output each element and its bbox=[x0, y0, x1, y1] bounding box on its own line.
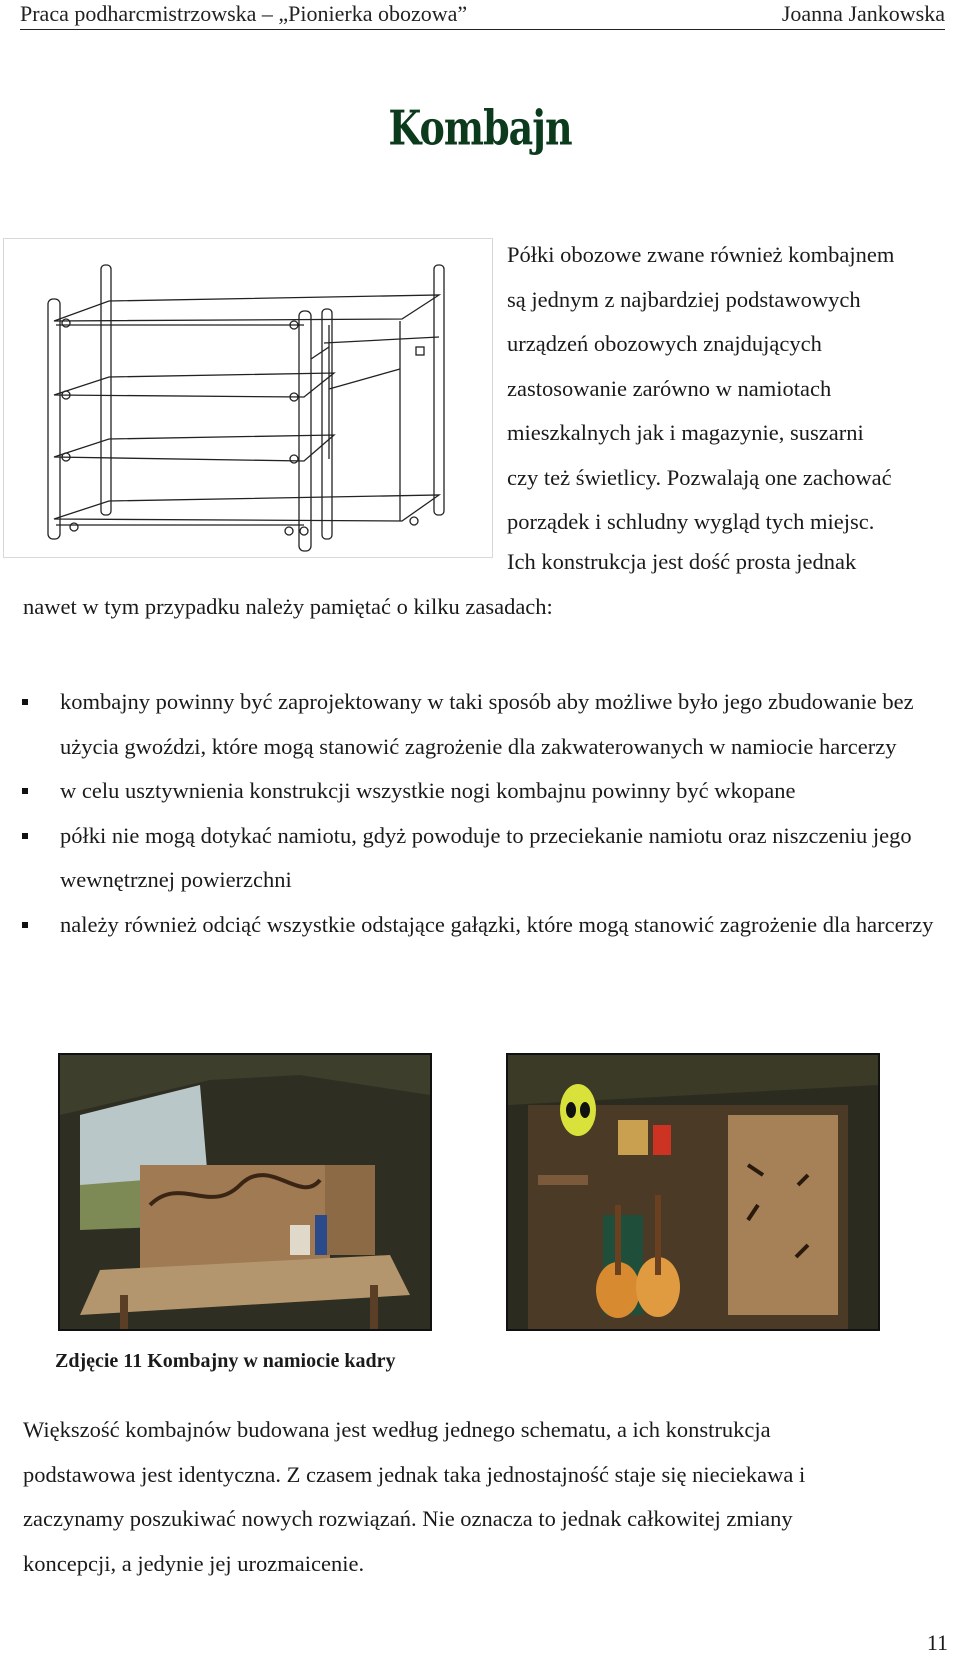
bullet-square-icon bbox=[22, 788, 28, 794]
photo-shelves-guitars bbox=[506, 1053, 880, 1331]
list-item bbox=[22, 769, 942, 814]
header-left-title: Praca podharcmistrzowska – „Pionierka obozowa” bbox=[20, 1, 468, 26]
page-header bbox=[20, 0, 945, 30]
intro-line: czy też świetlicy. Pozwalają one zachować bbox=[507, 464, 892, 490]
intro-paragraph bbox=[507, 233, 952, 545]
list-item bbox=[22, 814, 942, 903]
closing-line: koncepcji, a jedynie jej urozmaicenie. bbox=[23, 1550, 365, 1576]
intro-continuation: nawet w tym przypadku należy pamiętać o kilku zasadach: bbox=[23, 594, 553, 619]
intro-line: mieszkalnych jak i magazynie, suszarni bbox=[507, 420, 864, 445]
bullet-square-icon bbox=[22, 922, 28, 928]
closing-line: podstawowa jest identyczna. Z czasem jednak taka jednostajność staje się nieciekawa i bbox=[23, 1461, 806, 1487]
closing-paragraph bbox=[23, 1408, 943, 1586]
list-item bbox=[22, 680, 942, 769]
intro-line: zastosowanie zarówno w namiotach bbox=[507, 375, 832, 401]
closing-line: zaczynamy poszukiwać nowych rozwiązań. Nie oznacza to jednak całkowitej zmiany bbox=[23, 1506, 793, 1531]
photo-caption: Zdjęcie 11 Kombajny w namiocie kadry bbox=[55, 1350, 396, 1372]
intro-line: Półki obozowe zwane również kombajnem bbox=[507, 242, 895, 267]
shelf-sketch-illustration bbox=[3, 238, 493, 558]
header-author: Joanna Jankowska bbox=[781, 1, 945, 26]
intro-line: są jednym z najbardziej podstawowych bbox=[507, 286, 861, 312]
intro-line: porządek i schludny wygląd tych miejsc. bbox=[507, 509, 875, 534]
list-item bbox=[22, 903, 942, 948]
photo-tent-shelves-table bbox=[58, 1053, 432, 1331]
bullet-square-icon bbox=[22, 699, 28, 705]
closing-line: Większość kombajnów budowana jest według jednego schematu, a ich konstrukcja bbox=[23, 1417, 771, 1442]
list-item-text: kombajny powinny być zaprojektowany w taki sposób aby możliwe było jego zbudowanie bez użycia gwoździ, które mogą stanowić zagrożenie dla zakwaterowanych w namiocie harcerzy bbox=[60, 689, 914, 759]
list-item-text: należy również odciąć wszystkie odstające gałązki, które mogą stanowić zagrożenie dla harcerzy bbox=[60, 911, 934, 937]
rules-list bbox=[22, 680, 942, 947]
intro-line: urządzeń obozowych znajdujących bbox=[507, 331, 822, 356]
list-item-text: w celu usztywnienia konstrukcji wszystkie nogi kombajnu powinny być wkopane bbox=[60, 778, 796, 803]
page-number: 11 bbox=[926, 1630, 948, 1655]
list-item-text: półki nie mogą dotykać namiotu, gdyż powoduje to przeciekanie namiotu oraz niszczeniu jego wewnętrznej powierzchni bbox=[60, 822, 912, 892]
intro-indent-line: Ich konstrukcja jest dość prosta jednak bbox=[507, 549, 857, 574]
page-title: Kombajn bbox=[388, 99, 572, 156]
bullet-square-icon bbox=[22, 833, 28, 839]
